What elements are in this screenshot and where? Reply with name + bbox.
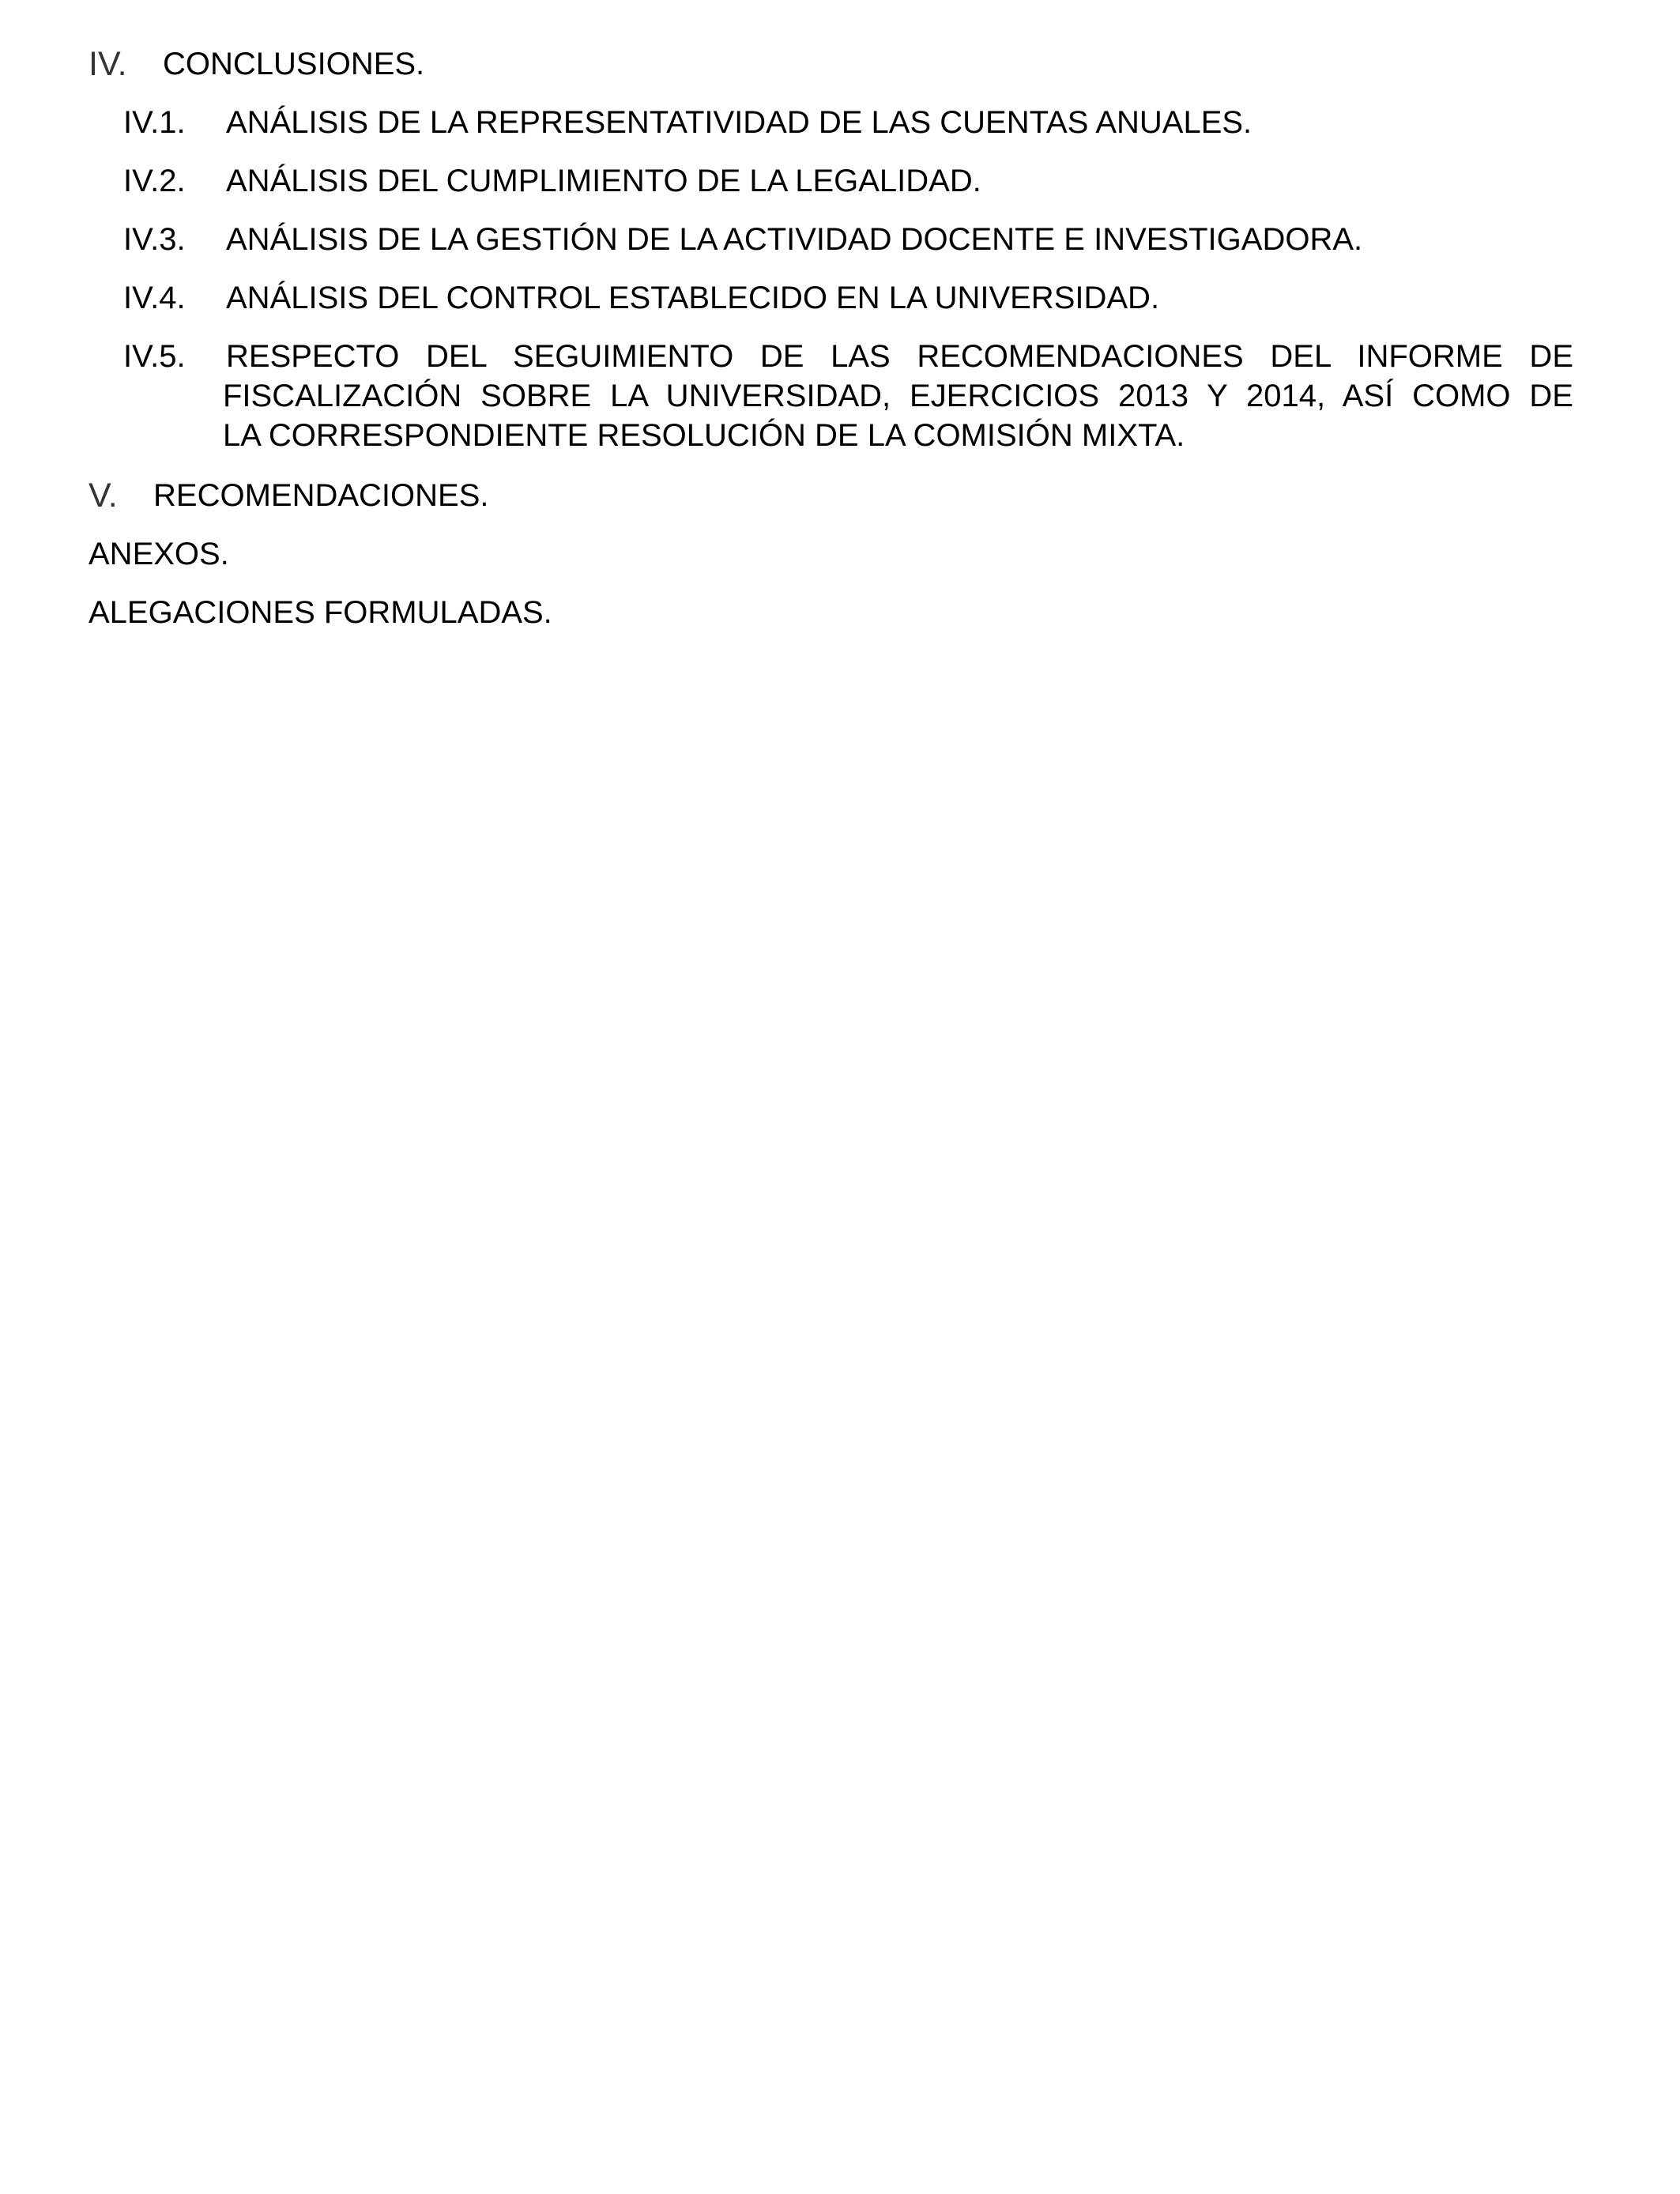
subsection-title: ANÁLISIS DE LA REPRESENTATIVIDAD DE LAS CUENTAS ANUALES.	[226, 105, 1252, 140]
section-iv-numeral: IV.	[89, 45, 127, 83]
subsection-number: IV.5.	[123, 339, 186, 374]
section-v-title: RECOMENDACIONES.	[153, 478, 489, 513]
subsection-iv-1	[123, 103, 1252, 142]
section-iv	[89, 44, 425, 85]
subsection-title-line-2: FISCALIZACIÓN SOBRE LA UNIVERSIDAD, EJERCICIOS 2013 Y 2014, ASÍ COMO DE	[223, 379, 1573, 413]
section-iv-title: CONCLUSIONES.	[163, 47, 425, 81]
subsection-number: IV.2.	[123, 164, 186, 198]
subsection-iv-4	[123, 278, 1160, 318]
subsection-iv-2	[123, 161, 981, 201]
subsection-title: ANÁLISIS DEL CUMPLIMIENTO DE LA LEGALIDAD.	[226, 164, 981, 198]
subsection-number: IV.1.	[123, 105, 186, 140]
subsection-title-line-1: RESPECTO DEL SEGUIMIENTO DE LAS RECOMENDACIONES DEL INFORME DE	[226, 339, 1573, 374]
subsection-number: IV.4.	[123, 281, 186, 315]
subsection-title: ANÁLISIS DE LA GESTIÓN DE LA ACTIVIDAD DOCENTE E INVESTIGADORA.	[226, 222, 1363, 257]
subsection-iv-5	[123, 337, 1573, 455]
section-v-numeral: V.	[89, 477, 118, 515]
subsection-title: ANÁLISIS DEL CONTROL ESTABLECIDO EN LA UNIVERSIDAD.	[226, 281, 1160, 315]
subsection-title-line-3: LA CORRESPONDIENTE RESOLUCIÓN DE LA COMISIÓN MIXTA.	[223, 418, 1185, 453]
subsection-number: IV.3.	[123, 222, 186, 257]
subsection-iv-3	[123, 220, 1363, 259]
annexes-heading: ANEXOS.	[89, 537, 229, 571]
allegations-heading: ALEGACIONES FORMULADAS.	[89, 595, 552, 630]
section-v	[89, 476, 489, 516]
